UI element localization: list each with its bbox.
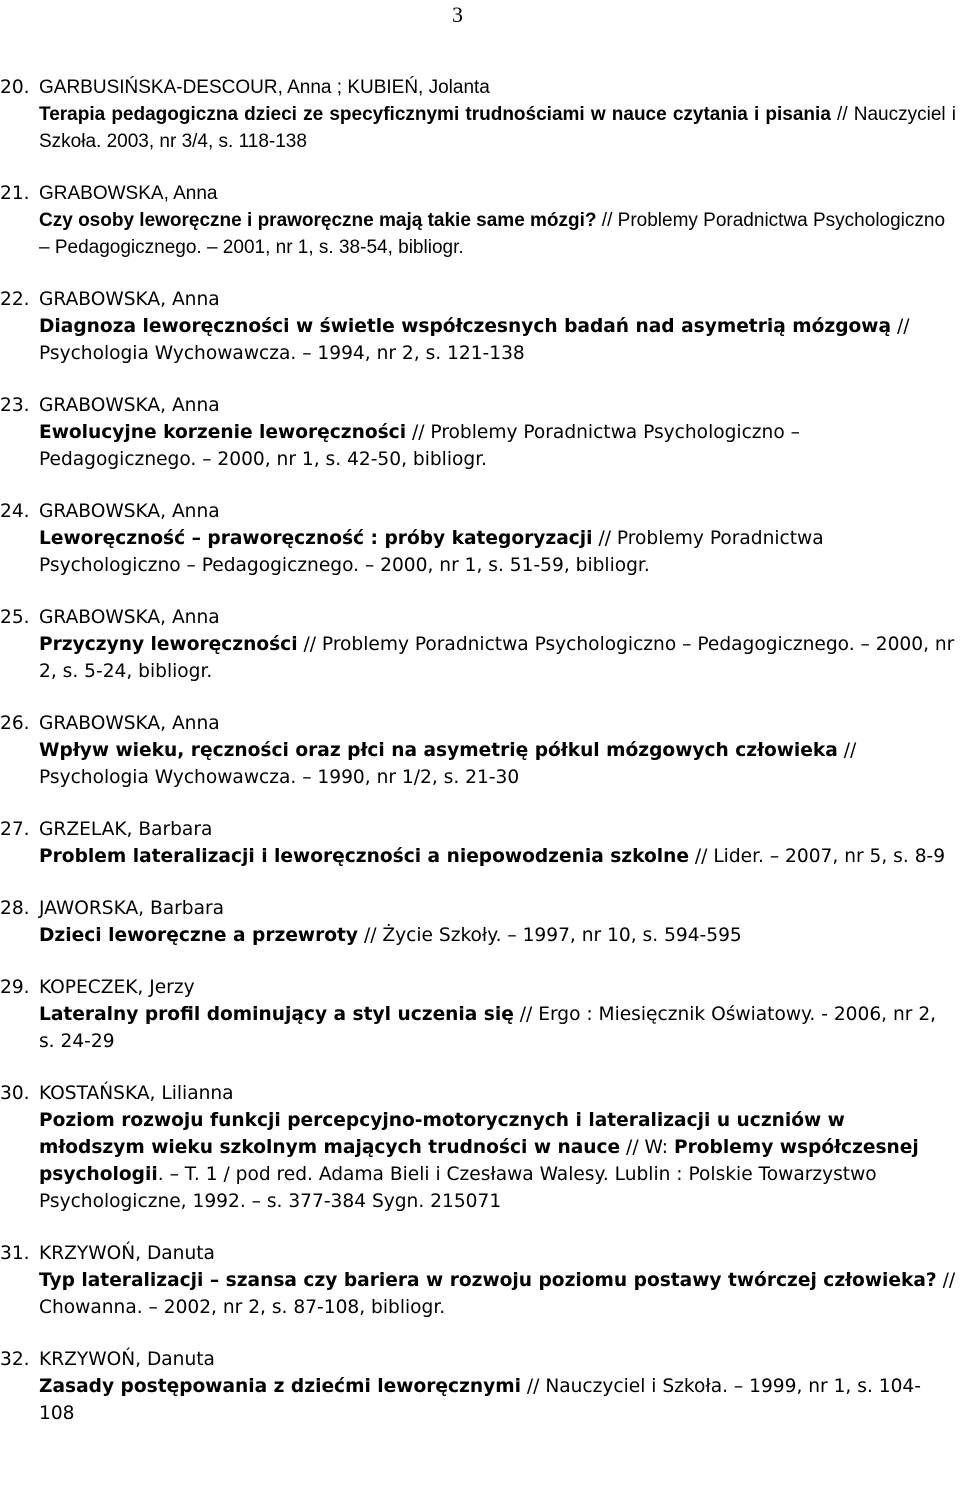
bibliography-entry xyxy=(0,710,960,791)
bibliography-entry xyxy=(0,974,960,1055)
entry-title: Leworęczność – praworęczność : próby kategoryzacji xyxy=(39,528,593,549)
entry-number: 23. xyxy=(0,395,30,416)
page-number: 3 xyxy=(452,2,463,27)
entry-source: // Problemy Poradnictwa Psychologiczno – Pedagogicznego. – 2000, nr 1, s. 51-59, bibliogr. xyxy=(39,528,824,576)
entry-author: GRABOWSKA, Anna xyxy=(39,713,220,734)
bibliography-entry xyxy=(0,180,960,261)
entry-title: Zasady postępowania z dziećmi leworęcznymi xyxy=(39,1376,521,1397)
entry-author: GRABOWSKA, Anna xyxy=(39,501,220,522)
entry-source: // Nauczyciel i Szkoła. 2003, nr 3/4, s. 118-138 xyxy=(39,104,956,152)
entry-author: GRZELAK, Barbara xyxy=(39,819,213,840)
bibliography-entry xyxy=(0,498,960,579)
entry-number: 30. xyxy=(0,1083,30,1104)
entry-author: KOSTAŃSKA, Lilianna xyxy=(39,1083,234,1104)
entry-title: Ewolucyjne korzenie leworęczności xyxy=(39,422,407,443)
bibliography-list xyxy=(0,74,960,1452)
entry-title: Terapia pedagogiczna dzieci ze specyficznymi trudnościami w nauce czytania i pisania xyxy=(39,104,831,125)
bibliography-entry xyxy=(0,895,960,949)
bibliography-entry xyxy=(0,286,960,367)
entry-title: Czy osoby leworęczne i praworęczne mają takie same mózgi? xyxy=(39,210,597,231)
entry-source: // Problemy Poradnictwa Psychologiczno – Pedagogicznego. – 2001, nr 1, s. 38-54, bibliogr. xyxy=(39,210,946,258)
entry-author: KRZYWOŃ, Danuta xyxy=(39,1243,215,1264)
entry-author: JAWORSKA, Barbara xyxy=(39,898,225,919)
entry-source: // Lider. – 2007, nr 5, s. 8-9 xyxy=(688,846,946,867)
entry-number: 21. xyxy=(0,183,30,204)
entry-source: // Życie Szkoły. – 1997, nr 10, s. 594-595 xyxy=(358,925,742,946)
bibliography-entry xyxy=(0,816,960,870)
entry-source: // W: xyxy=(620,1137,674,1158)
entry-source: // Nauczyciel i Szkoła. – 1999, nr 1, s. 104-108 xyxy=(39,1376,921,1424)
entry-title: Dzieci leworęczne a przewroty xyxy=(39,925,359,946)
entry-number: 29. xyxy=(0,977,30,998)
entry-book-title: Problemy współczesnej psychologii xyxy=(39,1137,919,1185)
entry-source: // Psychologia Wychowawcza. – 1990, nr 1/2, s. 21-30 xyxy=(39,740,857,788)
bibliography-entry xyxy=(0,1346,960,1427)
bibliography-entry xyxy=(0,1080,960,1215)
entry-author: KOPECZEK, Jerzy xyxy=(39,977,195,998)
entry-number: 32. xyxy=(0,1349,30,1370)
entry-source: // Ergo : Miesięcznik Oświatowy. - 2006, nr 2, s. 24-29 xyxy=(39,1004,937,1052)
entry-title: Problem lateralizacji i leworęczności a niepowodzenia szkolne xyxy=(39,846,689,867)
entry-source: // Chowanna. – 2002, nr 2, s. 87-108, bibliogr. xyxy=(39,1270,956,1318)
entry-source: // Problemy Poradnictwa Psychologiczno – Pedagogicznego. – 2000, nr 1, s. 42-50, bibliogr. xyxy=(39,422,800,470)
entry-title: Wpływ wieku, ręczności oraz płci na asymetrię półkul mózgowych człowieka xyxy=(39,740,838,761)
entry-author: GRABOWSKA, Anna xyxy=(39,395,220,416)
entry-title: Diagnoza leworęczności w świetle współczesnych badań nad asymetrią mózgową xyxy=(39,316,892,337)
entry-number: 27. xyxy=(0,819,30,840)
entry-title: Typ lateralizacji – szansa czy bariera w rozwoju poziomu postawy twórczej człowieka? xyxy=(39,1270,937,1291)
bibliography-entry xyxy=(0,1240,960,1321)
entry-title: Przyczyny leworęczności xyxy=(39,634,298,655)
entry-author: GRABOWSKA, Anna xyxy=(39,607,220,628)
entry-title: Lateralny profil dominujący a styl uczenia się xyxy=(39,1004,514,1025)
bibliography-entry xyxy=(0,392,960,473)
entry-author: GRABOWSKA, Anna xyxy=(39,183,218,204)
entry-author: GRABOWSKA, Anna xyxy=(39,289,220,310)
entry-title: Poziom rozwoju funkcji percepcyjno-motorycznych i lateralizacji u uczniów w młodszym wieku szkolnym mających trudności w nauce xyxy=(39,1110,845,1158)
entry-number: 26. xyxy=(0,713,30,734)
entry-number: 25. xyxy=(0,607,30,628)
entry-book-details: . – T. 1 / pod red. Adama Bieli i Czesława Walesy. Lublin : Polskie Towarzystwo Psychologiczne, 1992. – s. 377-384 Sygn. 215071 xyxy=(39,1164,877,1212)
entry-number: 24. xyxy=(0,501,30,522)
entry-source: // Psychologia Wychowawcza. – 1994, nr 2, s. 121-138 xyxy=(39,316,910,364)
entry-number: 31. xyxy=(0,1243,30,1264)
entry-author: KRZYWOŃ, Danuta xyxy=(39,1349,215,1370)
bibliography-entry xyxy=(0,74,960,155)
entry-author: GARBUSIŃSKA-DESCOUR, Anna ; KUBIEŃ, Jolanta xyxy=(39,77,490,98)
entry-number: 28. xyxy=(0,898,30,919)
entry-number: 22. xyxy=(0,289,30,310)
bibliography-entry xyxy=(0,604,960,685)
entry-source: // Problemy Poradnictwa Psychologiczno – Pedagogicznego. – 2000, nr 2, s. 5-24, bibliogr. xyxy=(39,634,955,682)
entry-number: 20. xyxy=(0,77,30,98)
